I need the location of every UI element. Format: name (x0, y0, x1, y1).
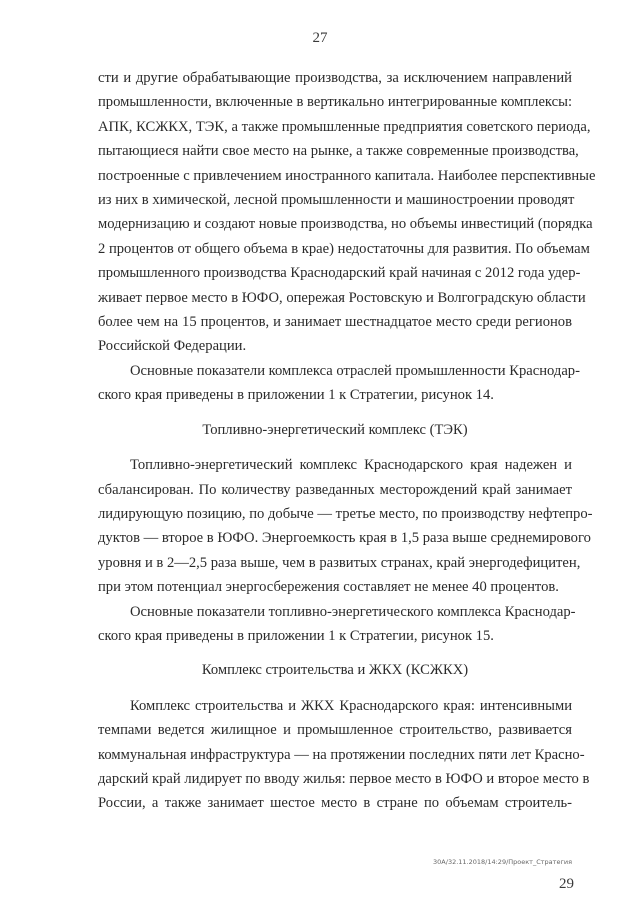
text-line: Основные показатели топливно-энергетического комплекса Краснодар- (130, 603, 576, 620)
text-line: дуктов — второе в ЮФО. Энергоемкость края в 1,5 раза выше среднемирового (98, 530, 591, 547)
page-number-bottom: 29 (559, 876, 574, 892)
text-line: сбалансирован. По количеству разведанных месторождений край занимает (98, 481, 572, 498)
text-line: коммунальная инфраструктура — на протяжении последних пяти лет Красно- (98, 746, 585, 763)
text-line: ского края приведены в приложении 1 к Стратегии, рисунок 14. (98, 387, 494, 404)
text-line: при этом потенциал энергосбережения составляет не менее 40 процентов. (98, 579, 559, 596)
page-number-top: 27 (312, 30, 328, 46)
text-line: модернизацию и создают новые производства, но объемы инвестиций (порядка (98, 216, 593, 233)
text-line: построенные с привлечением иностранного капитала. Наиболее перспективные (98, 167, 596, 184)
text-line: из них в химической, лесной промышленности и машиностроении проводят (98, 192, 575, 209)
document-body (98, 66, 596, 816)
section-heading-fuel-energy: Топливно-энергетический комплекс (ТЭК) (202, 421, 468, 438)
paragraph-industry-continuation (98, 66, 596, 359)
paragraph-fuel-energy-indicators (98, 600, 576, 649)
text-line: лидирующую позицию, по добыче — третье место, по производству нефтепро- (98, 505, 593, 522)
text-line: пытающиеся найти свое место на рынке, а также современные производства, (98, 143, 579, 160)
text-line: промышленного производства Краснодарский край начиная с 2012 года удер- (98, 265, 581, 282)
text-line: промышленности, включенные в вертикально интегрированные комплексы: (98, 94, 572, 111)
text-line: АПК, КСЖКХ, ТЭК, а также промышленные предприятия советского периода, (98, 118, 591, 135)
text-line: Российской Федерации. (98, 338, 247, 355)
text-line: сти и другие обрабатывающие производства, за исключением направлений (98, 70, 572, 86)
paragraph-construction (98, 694, 590, 816)
text-line: Комплекс строительства и ЖКХ Краснодарского края: интенсивными (130, 697, 572, 714)
text-line: уровня и в 2—2,5 раза выше, чем в развитых странах, край энергодефицитен, (98, 554, 581, 571)
text-line: ского края приведены в приложении 1 к Стратегии, рисунок 15. (98, 627, 494, 644)
text-line: более чем на 15 процентов, и занимает шестнадцатое место среди регионов (98, 314, 572, 331)
text-line: живает первое место в ЮФО, опережая Ростовскую и Волгоградскую области (98, 289, 586, 306)
text-line: темпами ведется жилищное и промышленное строительство, развивается (98, 722, 572, 739)
paragraph-fuel-energy (98, 453, 593, 599)
text-line: 2 процентов от общего объема в крае) недостаточны для развития. По объемам (98, 240, 590, 257)
paragraph-industry-indicators (98, 359, 580, 408)
section-heading-construction: Комплекс строительства и ЖКХ (КСЖКХ) (201, 662, 469, 679)
text-line: Топливно-энергетический комплекс Краснодарского края надежен и (130, 457, 572, 474)
text-line: Основные показатели комплекса отраслей промышленности Краснодар- (130, 362, 580, 379)
text-line: России, а также занимает шестое место в стране по объемам строитель- (98, 795, 572, 812)
footer-file-note: 30А/32.11.2018/14:29/Проект_Стратегия (433, 858, 572, 866)
text-line: дарский край лидирует по вводу жилья: первое место в ЮФО и второе место в (98, 770, 590, 787)
